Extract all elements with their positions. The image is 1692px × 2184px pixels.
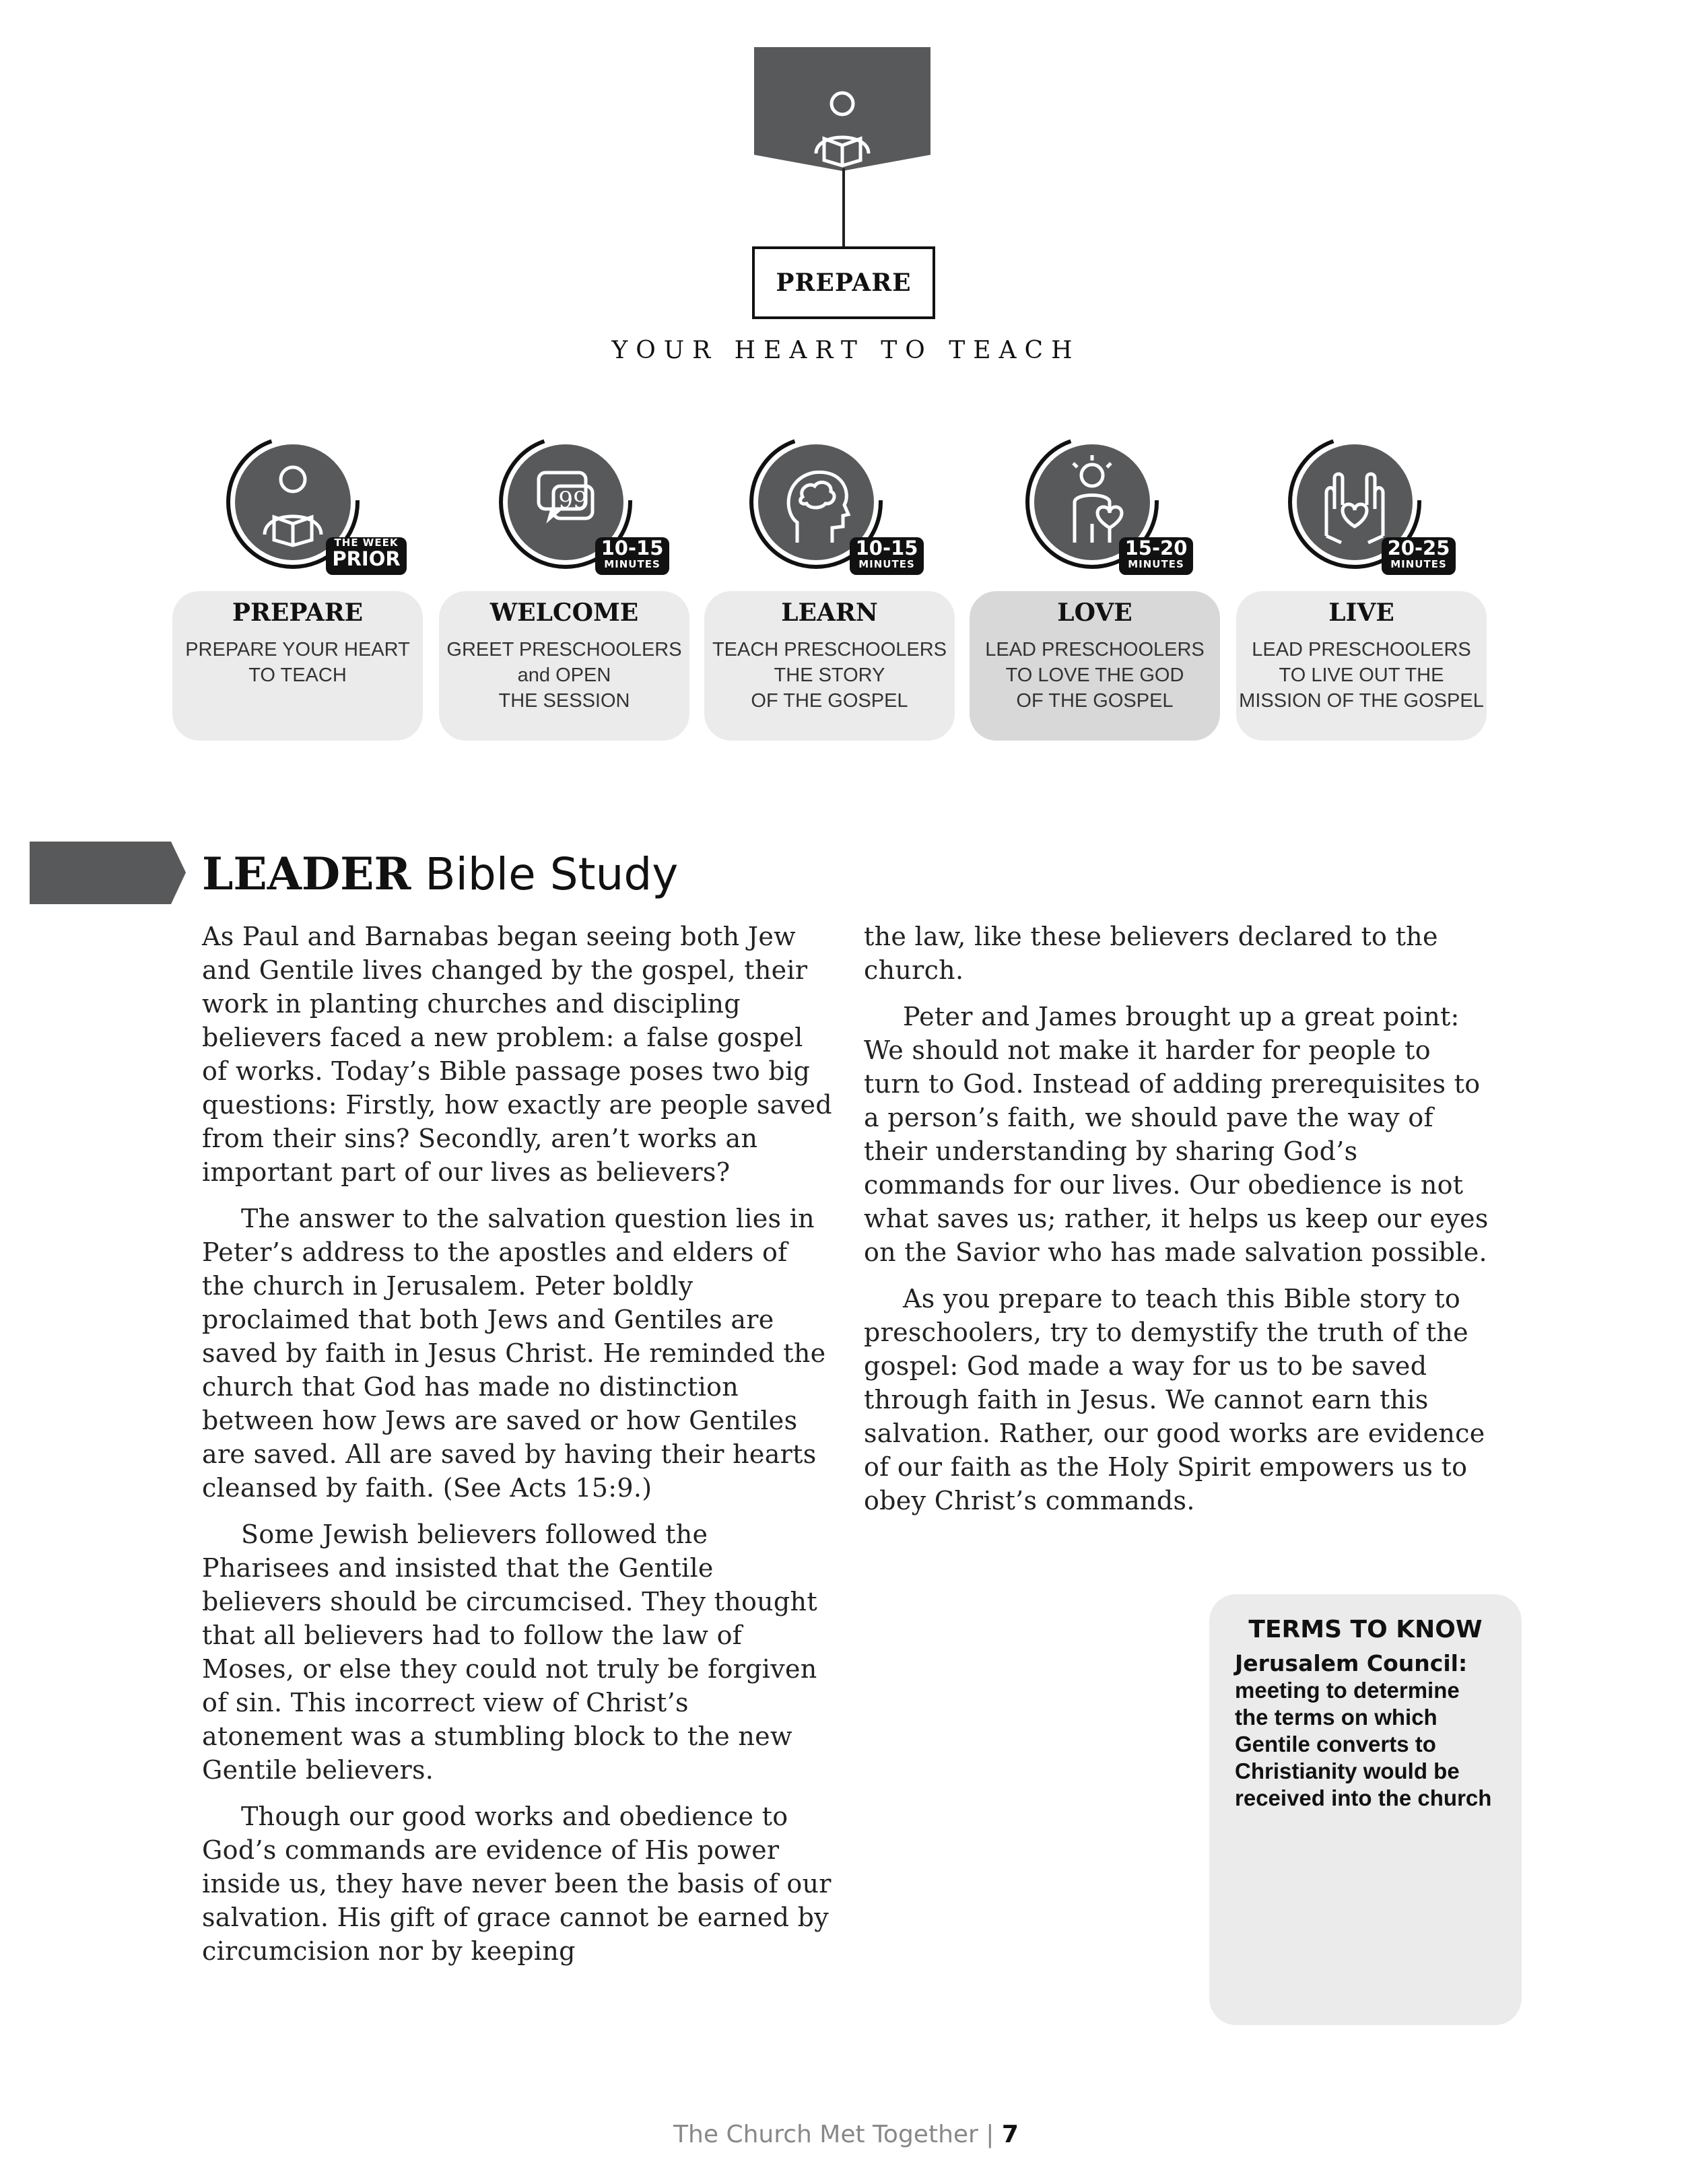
step-badge: 20-25 MINUTES [1382,537,1456,575]
step-description: GREET PRESCHOOLERS and OPEN THE SESSION [446,639,682,712]
step-card-prepare [172,591,423,741]
paragraph: Some Jewish believers followed the Pharisees and insisted that the Gentile believers should be circumcised. They thought that all believers had to follow the law of Moses, or else they could not truly be forgiven of sin. This incorrect view of Christ’s atonement was a stumbling block to the new Gentile believers. [202,1520,817,1785]
term-definition: meeting to determine the terms on which Gentile converts to Christianity would be received into the church [1235,1678,1492,1810]
page-number: 7 [1001,2121,1019,2148]
step-card-welcome [439,591,689,741]
paragraph: The answer to the salvation question lies in Peter’s address to the apostles and elders of the church in Jerusalem. Peter boldly proclaimed that both Jews and Gentiles are saved by faith in Jesus Christ. He reminded the church that God has made no distinction between how Jews are saved or how Gentiles are saved. All are saved by having their hearts cleansed by faith. (See Acts 15:9.) [202,1204,826,1503]
banner-stem [842,168,845,248]
step-badge: 10-15 MINUTES [595,537,669,575]
terms-body [1235,1650,1496,1812]
body-column-left [202,920,835,1981]
step-badge: 15-20 MINUTES [1119,537,1193,575]
step-card-love [970,591,1220,741]
step-badge: THE WEEK PRIOR [326,537,407,575]
paragraph: Though our good works and obedience to God’s commands are evidence of His power inside us, they have never been the basis of our salvation. His gift of grace cannot be earned by circumcision nor by keeping [202,1802,832,1966]
body-column-right [864,920,1490,1530]
terms-to-know-box [1209,1594,1522,2025]
step-badge: 10-15 MINUTES [850,537,924,575]
step-title: PREPARE [232,599,364,627]
step-description: LEAD PRESCHOOLERS TO LIVE OUT THE MISSION OF THE GOSPEL [1239,639,1484,712]
step-description: PREPARE YOUR HEART TO TEACH [185,639,410,686]
step-title: WELCOME [489,599,639,627]
paragraph: As Paul and Barnabas began seeing both Jew and Gentile lives changed by the gospel, their work in planting churches and discipling believers faced a new problem: a false gospel of works. Today’s Bible passage poses two big questions: Firstly, how exactly are people saved from their sins? Secondly, aren’t works an important part of our lives as believers? [202,922,832,1187]
paragraph: the law, like these believers declared to the church. [864,922,1438,985]
step-card-learn [704,591,955,741]
footer-title: The Church Met Together | [673,2121,994,2148]
prepare-banner [754,47,930,171]
step-title: LEARN [781,599,878,627]
step-card-live [1236,591,1487,741]
prepare-title-box: PREPARE [752,246,935,319]
section-tab-marker [30,842,186,904]
svg-text:99: 99 [558,487,588,514]
step-description: LEAD PRESCHOOLERS TO LOVE THE GOD OF THE GOSPEL [985,639,1205,712]
paragraph: Peter and James brought up a great point: We should not make it harder for people to turn to God. Instead of adding prerequisites to a person’s faith, we should pave the way of their understanding by sharing God’s commands for our lives. Our obedience is not what saves us; rather, it helps us keep our eyes on the Savior who has made salvation possible. [864,1002,1489,1267]
terms-title: TERMS TO KNOW [1248,1616,1483,1643]
step-description: TEACH PRESCHOOLERS THE STORY OF THE GOSPEL [712,639,947,712]
term: Jerusalem Council: [1235,1650,1468,1676]
prepare-subtitle: YOUR HEART TO TEACH [611,337,1081,364]
step-title: LIVE [1328,599,1394,627]
page-footer [0,2121,1692,2148]
paragraph: As you prepare to teach this Bible story to preschoolers, try to demystify the truth of the gospel: God made a way for us to be saved through faith in Jesus. We cannot earn this salvation. Rather, our good works are evidence of our faith as the Holy Spirit empowers us to obey Christ’s commands. [864,1284,1485,1515]
step-title: LOVE [1057,599,1132,627]
section-heading: LEADER Bible Study [202,848,679,900]
